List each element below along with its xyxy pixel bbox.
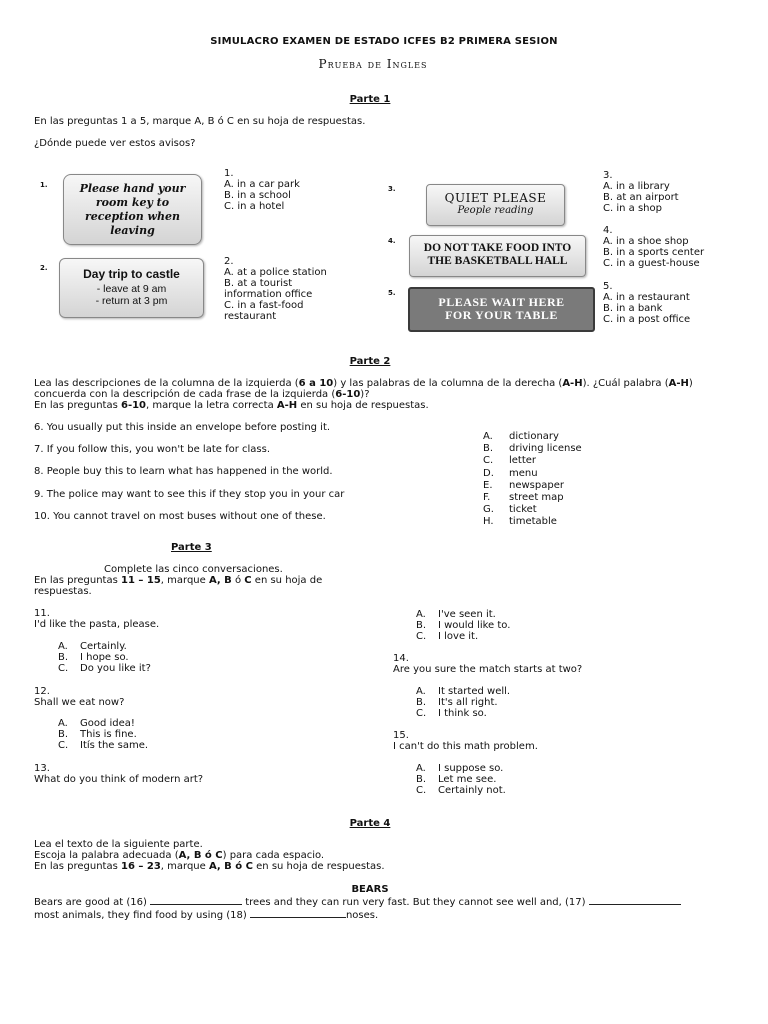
question-11: [34, 608, 159, 630]
sign-line: reception when: [84, 210, 181, 223]
question-12-options: [58, 718, 148, 751]
instruction-bold: A, B ó C: [178, 850, 223, 861]
parte2-word-list: [483, 431, 582, 529]
instruction-bold: A, B: [208, 575, 232, 586]
option-row: [416, 763, 506, 774]
option: C. in a guest-house: [603, 258, 700, 269]
instruction-text: respuestas.: [34, 586, 92, 597]
question-number: 14.: [393, 653, 409, 664]
option-key: A.: [58, 718, 68, 729]
option-key: A.: [416, 686, 426, 697]
option-row: [416, 708, 510, 719]
option-key: C.: [58, 740, 69, 751]
option: A. in a shoe shop: [603, 236, 689, 247]
sign-line: PLEASE WAIT HERE: [438, 295, 565, 309]
sign-number: 4.: [388, 237, 396, 245]
option-row: [58, 641, 151, 652]
sign-number: 5.: [388, 289, 396, 297]
word: menu: [509, 467, 538, 479]
question-13-options: [416, 609, 510, 642]
question-text: Shall we eat now?: [34, 697, 125, 708]
option-row: [58, 718, 148, 729]
word-row: [483, 455, 582, 467]
question-number: 2.: [224, 256, 234, 267]
sign-line: room key to: [95, 196, 170, 209]
parte1-question: ¿Dónde puede ver estos avisos?: [34, 138, 196, 149]
word: ticket: [509, 504, 537, 516]
question-number: 11.: [34, 608, 50, 619]
instruction-text: Lea el texto de la siguiente parte.: [34, 839, 203, 850]
option-row: [416, 785, 506, 796]
sign-1: [63, 174, 202, 245]
question-15-options: [416, 763, 506, 796]
option-text: Itís the same.: [80, 740, 149, 751]
parte2-item-10: 10. You cannot travel on most buses without one of these.: [34, 511, 326, 522]
parte2-title: Parte 2: [349, 356, 391, 367]
instruction-text: ) y las palabras de la columna de la derecha (: [333, 378, 563, 389]
question-text: I'd like the pasta, please.: [34, 619, 160, 630]
option-row: [58, 652, 151, 663]
word: driving license: [509, 443, 582, 455]
option-text: Do you like it?: [80, 663, 151, 674]
question-1-options: [224, 168, 300, 212]
option-key: B.: [58, 729, 69, 740]
option: B. in a school: [224, 190, 291, 201]
sign-5: [408, 287, 595, 332]
option-text: I've seen it.: [438, 609, 496, 620]
instruction-text: en su hoja de respuestas.: [297, 400, 429, 411]
question-number: 13.: [34, 763, 50, 774]
sign-number: 1.: [40, 181, 48, 189]
sign-line: - leave at 9 am: [96, 283, 167, 295]
parte2-instructions: [34, 378, 754, 411]
instruction-text: ). ¿Cuál palabra (: [582, 378, 669, 389]
word-key: A.: [483, 431, 493, 442]
document-title: SIMULACRO EXAMEN DE ESTADO ICFES B2 PRIMERA SESION: [210, 36, 558, 47]
option-row: [58, 729, 148, 740]
option-key: B.: [416, 774, 427, 785]
blank-16[interactable]: [150, 895, 242, 905]
question-3-options: [603, 170, 679, 214]
parte4-title: Parte 4: [349, 818, 391, 829]
instruction-bold: A-H: [668, 378, 689, 389]
option-row: [58, 663, 151, 674]
sign-title: QUIET PLEASE: [444, 191, 547, 205]
parte2-item-7: 7. If you follow this, you won't be late for class.: [34, 444, 271, 455]
word-key: D.: [483, 467, 494, 479]
option: C. in a hotel: [224, 201, 285, 212]
option-key: A.: [416, 609, 426, 620]
sign-line: THE BASKETBALL HALL: [427, 255, 568, 267]
option-text: It's all right.: [438, 697, 498, 708]
option-text: Let me see.: [438, 774, 497, 785]
question-11-options: [58, 641, 151, 674]
option-text: It started well.: [438, 686, 511, 697]
option-key: C.: [416, 708, 427, 719]
word-key: F.: [483, 491, 491, 503]
sign-line: DO NOT TAKE FOOD INTO: [423, 242, 572, 254]
parte1-title: Parte 1: [349, 94, 391, 105]
question-13: [34, 763, 203, 785]
question-14: [393, 653, 582, 675]
word-key: H.: [483, 516, 494, 528]
question-number: 3.: [603, 170, 613, 181]
option-row: [416, 609, 510, 620]
option-row: [416, 620, 510, 631]
option-text: I would like to.: [438, 620, 511, 631]
word-row: [483, 504, 582, 516]
sign-number: 2.: [40, 264, 48, 272]
option-text: Good idea!: [80, 718, 135, 729]
question-number: 1.: [224, 168, 234, 179]
option-row: [416, 686, 510, 697]
question-text: I can't do this math problem.: [393, 741, 538, 752]
parte2-item-6: 6. You usually put this inside an envelope before posting it.: [34, 422, 331, 433]
option-text: This is fine.: [80, 729, 137, 740]
word-key: B.: [483, 443, 494, 455]
word: timetable: [509, 516, 557, 528]
option: B. in a bank: [603, 303, 663, 314]
word-row: [483, 492, 582, 504]
instruction-bold: 6-10: [335, 389, 361, 400]
sign-2: [59, 258, 204, 318]
instruction-bold: A-H: [276, 400, 298, 411]
bears-title: BEARS: [351, 884, 389, 895]
instruction-text: en su hoja de: [251, 575, 323, 586]
instruction-text: En las preguntas: [34, 575, 121, 586]
option: information office: [224, 289, 313, 300]
option-key: C.: [416, 785, 427, 796]
question-number: 15.: [393, 730, 409, 741]
option-key: B.: [416, 697, 427, 708]
word-row: [483, 468, 582, 480]
word-row: [483, 480, 582, 492]
instruction-text: Lea las descripciones de la columna de la izquierda (: [34, 378, 299, 389]
instruction-text: En las preguntas: [34, 861, 121, 872]
question-number: 5.: [603, 281, 613, 292]
word: letter: [509, 455, 537, 467]
sign-line: FOR YOUR TABLE: [445, 308, 558, 322]
text-segment: trees and they can run very fast. But they cannot see well and, (17): [242, 897, 589, 908]
option-key: C.: [416, 631, 427, 642]
word: street map: [509, 491, 564, 503]
sign-line: Please hand your: [79, 182, 186, 195]
option: C. in a shop: [603, 203, 662, 214]
sign-subtitle: People reading: [457, 205, 534, 216]
instruction-bold: A, B ó C: [208, 861, 253, 872]
parte2-item-8: 8. People buy this to learn what has happened in the world.: [34, 466, 333, 477]
option-key: B.: [58, 652, 69, 663]
instruction-bold: C: [244, 575, 252, 586]
question-number: 4.: [603, 225, 613, 236]
option: C. in a post office: [603, 314, 691, 325]
question-2-options: [224, 256, 327, 322]
parte2-item-9: 9. The police may want to see this if they stop you in your car: [34, 489, 345, 500]
instruction-text: ) para cada espacio.: [222, 850, 325, 861]
text-segment: Bears are good at (16): [34, 897, 151, 908]
option-text: Certainly not.: [438, 785, 506, 796]
question-text: What do you think of modern art?: [34, 774, 204, 785]
question-number: 12.: [34, 686, 50, 697]
option-key: A.: [58, 641, 68, 652]
question-5-options: [603, 281, 690, 325]
option: A. at a police station: [224, 267, 327, 278]
option: B. at an airport: [603, 192, 679, 203]
word-key: C.: [483, 455, 494, 467]
sign-line: leaving: [110, 224, 155, 237]
question-text: Are you sure the match starts at two?: [393, 664, 583, 675]
instruction-bold: 6 a 10: [298, 378, 334, 389]
bears-text: [34, 895, 754, 921]
option-key: B.: [416, 620, 427, 631]
option-row: [416, 774, 506, 785]
option: A. in a library: [603, 181, 670, 192]
sign-3: [426, 184, 565, 226]
question-4-options: [603, 225, 704, 269]
instruction-text: En las preguntas: [34, 400, 121, 411]
option: A. in a restaurant: [603, 292, 690, 303]
option-key: A.: [416, 763, 426, 774]
option: B. at a tourist: [224, 278, 293, 289]
sign-4: [409, 235, 586, 277]
instruction-text: , marque: [160, 861, 209, 872]
sign-title: Day trip to castle: [83, 267, 180, 281]
question-15: [393, 730, 538, 752]
text-segment: most animals, they find food by using (18): [34, 910, 250, 921]
blank-18[interactable]: [250, 908, 346, 918]
word-key: E.: [483, 479, 493, 491]
option-row: [416, 697, 510, 708]
option-text: I love it.: [438, 631, 479, 642]
parte3-instruction-1: Complete las cinco conversaciones.: [104, 564, 283, 575]
instruction-text: )?: [360, 389, 370, 400]
option-key: C.: [58, 663, 69, 674]
option-text: Certainly.: [80, 641, 127, 652]
question-12: [34, 686, 124, 708]
option: B. in a sports center: [603, 247, 705, 258]
sign-number: 3.: [388, 185, 396, 193]
parte4-instructions: [34, 839, 754, 872]
parte3-title: Parte 3: [171, 542, 212, 553]
word: newspaper: [509, 479, 564, 491]
option: A. in a car park: [224, 179, 300, 190]
text-segment: noses.: [345, 910, 379, 921]
instruction-text: Escoja la palabra adecuada (: [34, 850, 179, 861]
instruction-text: concuerda con la descripción de cada frase de la izquierda (: [34, 389, 336, 400]
option: restaurant: [224, 311, 277, 322]
word-row: [483, 516, 582, 528]
option: C. in a fast-food: [224, 300, 304, 311]
instruction-bold: A-H: [562, 378, 583, 389]
blank-17[interactable]: [589, 895, 681, 905]
instruction-bold: 11 – 15: [120, 575, 161, 586]
parte1-instruction: En las preguntas 1 a 5, marque A, B ó C en su hoja de respuestas.: [34, 116, 366, 127]
instruction-text: en su hoja de respuestas.: [252, 861, 385, 872]
word-key: G.: [483, 504, 494, 516]
question-14-options: [416, 686, 510, 719]
option-text: I think so.: [438, 708, 487, 719]
instruction-bold: 16 – 23: [120, 861, 161, 872]
parte3-instruction-2: [34, 575, 364, 597]
instruction-bold: 6-10: [120, 400, 147, 411]
word-row: [483, 431, 582, 443]
option-text: I suppose so.: [438, 763, 504, 774]
option-row: [58, 740, 148, 751]
instruction-text: ó: [231, 575, 245, 586]
instruction-text: , marque la letra correcta: [146, 400, 277, 411]
option-row: [416, 631, 510, 642]
instruction-text: , marque: [160, 575, 209, 586]
word-row: [483, 443, 582, 455]
sign-line: - return at 3 pm: [95, 295, 168, 307]
document-subtitle: Prueba de Ingles: [318, 57, 428, 71]
instruction-text: ): [688, 378, 693, 389]
option-text: I hope so.: [80, 652, 129, 663]
word: dictionary: [509, 431, 559, 442]
